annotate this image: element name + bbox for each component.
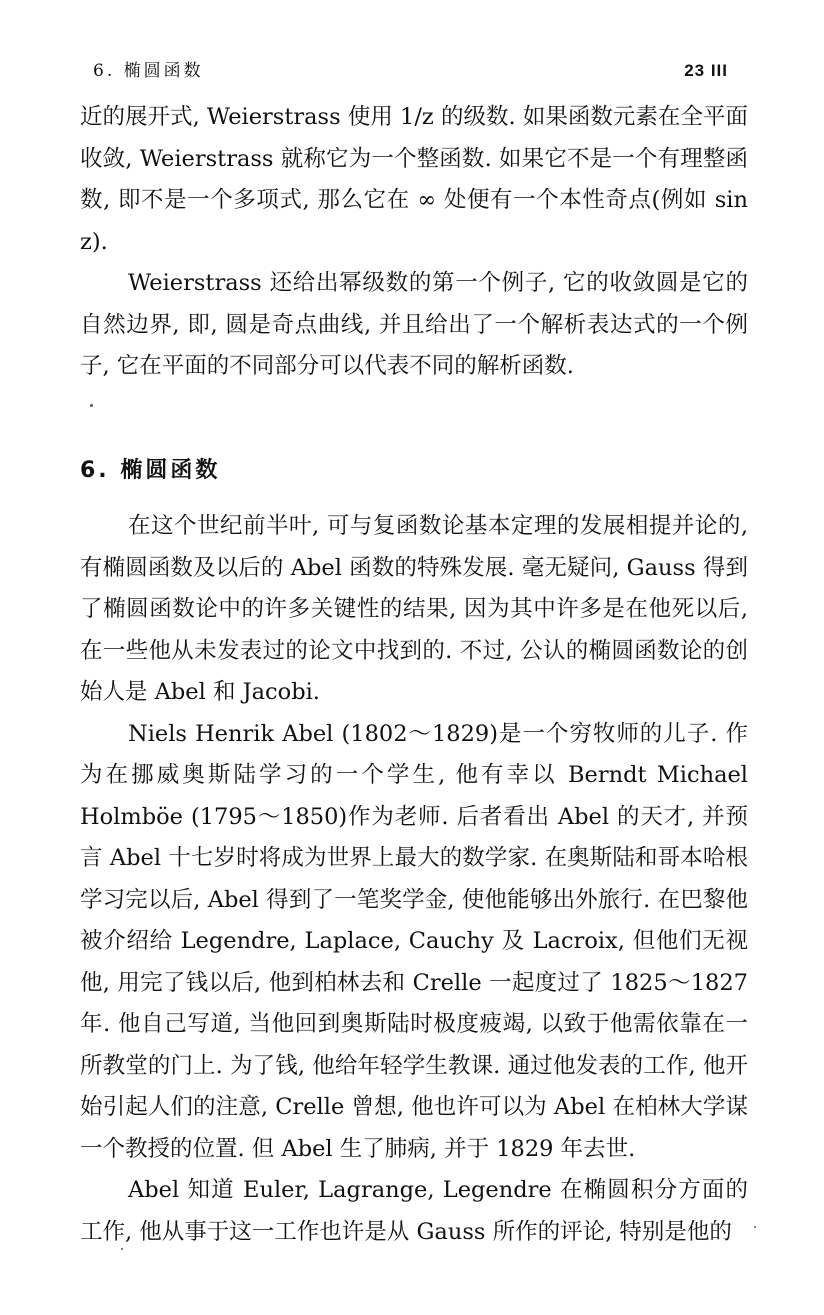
paragraph: 在这个世纪前半叶, 可与复函数论基本定理的发展相提并论的, 有椭圆函数及以后的 Abel 函数的特殊发展. 毫无疑问, Gauss 得到了椭圆函数论中的许多关键性的结果, 因为其中许多是在他死以后, 在一些他从未发表过的论文中找到的. 不过, 公认的椭圆函数论的创始人是 Abel 和 Jacobi. bbox=[80, 513, 748, 705]
paragraph-continued: 近的展开式, Weierstrass 使用 1/z 的级数. 如果函数元素在全平面收敛, Weierstrass 就称它为一个整函数. 如果它不是一个有理整函数, 即不是一个多项式, 那么它在 ∞ 处便有一个本性奇点(例如 sin z). bbox=[80, 104, 748, 255]
running-head-section: 6. 椭圆函数 bbox=[93, 61, 204, 81]
text-block-before-section bbox=[80, 97, 748, 388]
paragraph: Niels Henrik Abel (1802～1829)是一个穷牧师的儿子. 作为在挪威奥斯陆学习的一个学生, 他有幸以 Berndt Michael Holmböe (1795～1850)作为老师. 后者看出 Abel 的天才, 并预言 Abel 十七岁时将成为世界上最大的数学家. 在奥斯陆和哥本哈根学习完以后, Abel 得到了一笔奖学金, 使他能够出外旅行. 在巴黎他被介绍给 Legendre, Laplace, Cauchy 及 Lacroix, 但他们无视他, 用完了钱以后, 他到柏林去和 Crelle 一起度过了 1825～1827 年. 他自己写道, 当他回到奥斯陆时极度疲竭, 以致于他需依靠在一所教堂的门上. 为了钱, 他给年轻学生教课. 通过他发表的工作, 他开始引起人们的注意, Crelle 曾想, 他也许可以为 Abel 在柏林大学谋一个教授的位置. 但 Abel 生了肺病, 并于 1829 年去世. bbox=[80, 720, 748, 1162]
paragraph-continues: Abel 知道 Euler, Lagrange, Legendre 在椭圆积分方面的工作, 他从事于这一工作也许是从 Gauss 所作的评论, 特别是他的 bbox=[80, 1177, 748, 1245]
scan-speck bbox=[90, 404, 93, 407]
text-block-section-6 bbox=[80, 506, 748, 1253]
scan-speck bbox=[754, 1226, 756, 1228]
running-head bbox=[93, 58, 728, 84]
scan-speck bbox=[121, 1248, 123, 1250]
section-heading: 6. 椭圆函数 bbox=[80, 458, 221, 483]
page-number: 23 III bbox=[684, 61, 728, 80]
paragraph: Weierstrass 还给出幂级数的第一个例子, 它的收敛圆是它的自然边界, 即, 圆是奇点曲线, 并且给出了一个解析表达式的一个例子, 它在平面的不同部分可以代表不同的解析函数. bbox=[80, 270, 748, 379]
